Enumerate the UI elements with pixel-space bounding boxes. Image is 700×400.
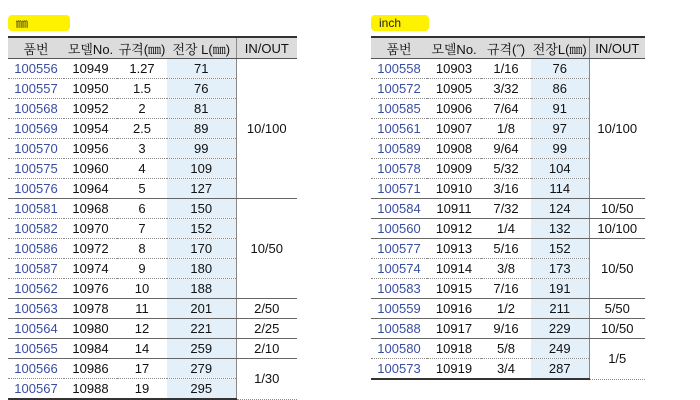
header-length: 전장 L(㎜) <box>167 37 236 59</box>
model-number: 10978 <box>64 299 117 319</box>
part-number: 100561 <box>371 119 427 139</box>
model-number: 10972 <box>64 239 117 259</box>
model-number: 10968 <box>64 199 117 219</box>
length: 89 <box>167 119 236 139</box>
model-number: 10908 <box>427 139 481 159</box>
model-number: 10960 <box>64 159 117 179</box>
length: 127 <box>167 179 236 199</box>
part-number: 100580 <box>371 339 427 359</box>
length: 76 <box>531 59 589 79</box>
unit-tag-mm: ㎜ <box>8 15 70 31</box>
header-size: 규격(˝) <box>481 37 531 59</box>
in-out-value: 10/100 <box>589 59 645 199</box>
table-row <box>371 319 645 339</box>
length: 132 <box>531 219 589 239</box>
table-row <box>8 319 297 339</box>
size: 14 <box>117 339 167 359</box>
in-out-value: 10/50 <box>236 199 297 299</box>
header-part-number: 품번 <box>371 37 427 59</box>
part-number: 100569 <box>8 119 64 139</box>
size: 2 <box>117 99 167 119</box>
length: 150 <box>167 199 236 219</box>
model-number: 10988 <box>64 379 117 400</box>
model-number: 10915 <box>427 279 481 299</box>
size: 3/4 <box>481 359 531 380</box>
header-size: 규격(㎜) <box>117 37 167 59</box>
length: 170 <box>167 239 236 259</box>
length: 229 <box>531 319 589 339</box>
length: 71 <box>167 59 236 79</box>
size: 9/16 <box>481 319 531 339</box>
part-number: 100562 <box>8 279 64 299</box>
size: 5/8 <box>481 339 531 359</box>
model-number: 10905 <box>427 79 481 99</box>
part-number: 100559 <box>371 299 427 319</box>
table-row <box>8 339 297 359</box>
part-number: 100565 <box>8 339 64 359</box>
part-number: 100570 <box>8 139 64 159</box>
model-number: 10913 <box>427 239 481 259</box>
size: 7 <box>117 219 167 239</box>
size: 9/64 <box>481 139 531 159</box>
length: 99 <box>167 139 236 159</box>
size: 1/16 <box>481 59 531 79</box>
length: 152 <box>531 239 589 259</box>
part-number: 100588 <box>371 319 427 339</box>
model-number: 10986 <box>64 359 117 379</box>
part-number: 100575 <box>8 159 64 179</box>
table-row <box>8 299 297 319</box>
length: 109 <box>167 159 236 179</box>
model-number: 10906 <box>427 99 481 119</box>
in-out-value: 2/50 <box>236 299 297 319</box>
in-out-value: 10/50 <box>589 199 645 219</box>
length: 81 <box>167 99 236 119</box>
size: 6 <box>117 199 167 219</box>
length: 295 <box>167 379 236 400</box>
size: 1.5 <box>117 79 167 99</box>
header-model-number: 모델No. <box>64 37 117 59</box>
in-out-value: 10/100 <box>236 59 297 199</box>
part-number: 100568 <box>8 99 64 119</box>
part-number: 100581 <box>8 199 64 219</box>
size: 7/64 <box>481 99 531 119</box>
model-number: 10980 <box>64 319 117 339</box>
size: 19 <box>117 379 167 400</box>
in-out-value: 10/50 <box>589 239 645 299</box>
length: 249 <box>531 339 589 359</box>
size: 2.5 <box>117 119 167 139</box>
part-number: 100574 <box>371 259 427 279</box>
header-in-out: IN/OUT <box>589 37 645 59</box>
table-row <box>371 239 645 259</box>
length: 180 <box>167 259 236 279</box>
header-in-out: IN/OUT <box>236 37 297 59</box>
size: 5/16 <box>481 239 531 259</box>
size: 3/16 <box>481 179 531 199</box>
length: 173 <box>531 259 589 279</box>
part-number: 100567 <box>8 379 64 400</box>
in-out-value: 2/10 <box>236 339 297 359</box>
size: 1/4 <box>481 219 531 239</box>
size: 1.27 <box>117 59 167 79</box>
length: 201 <box>167 299 236 319</box>
table-row <box>8 59 297 79</box>
part-number: 100566 <box>8 359 64 379</box>
size: 10 <box>117 279 167 299</box>
size: 17 <box>117 359 167 379</box>
length: 287 <box>531 359 589 380</box>
header-length: 전장L(㎜) <box>531 37 589 59</box>
length: 99 <box>531 139 589 159</box>
spec-table-inch <box>371 36 645 380</box>
part-number: 100589 <box>371 139 427 159</box>
part-number: 100560 <box>371 219 427 239</box>
size: 7/32 <box>481 199 531 219</box>
size: 12 <box>117 319 167 339</box>
length: 104 <box>531 159 589 179</box>
part-number: 100587 <box>8 259 64 279</box>
size: 1/2 <box>481 299 531 319</box>
model-number: 10974 <box>64 259 117 279</box>
size: 4 <box>117 159 167 179</box>
model-number: 10910 <box>427 179 481 199</box>
part-number: 100556 <box>8 59 64 79</box>
model-number: 10912 <box>427 219 481 239</box>
part-number: 100582 <box>8 219 64 239</box>
size: 3/8 <box>481 259 531 279</box>
model-number: 10903 <box>427 59 481 79</box>
table-header-row <box>371 37 645 59</box>
model-number: 10984 <box>64 339 117 359</box>
model-number: 10916 <box>427 299 481 319</box>
model-number: 10917 <box>427 319 481 339</box>
table-row <box>371 59 645 79</box>
header-model-number: 모델No. <box>427 37 481 59</box>
table-row <box>8 199 297 219</box>
in-out-value: 5/50 <box>589 299 645 319</box>
model-number: 10949 <box>64 59 117 79</box>
model-number: 10907 <box>427 119 481 139</box>
model-number: 10956 <box>64 139 117 159</box>
part-number: 100564 <box>8 319 64 339</box>
in-out-value: 10/100 <box>589 219 645 239</box>
part-number: 100573 <box>371 359 427 380</box>
size: 8 <box>117 239 167 259</box>
model-number: 10909 <box>427 159 481 179</box>
size: 5/32 <box>481 159 531 179</box>
size: 11 <box>117 299 167 319</box>
table-row <box>371 219 645 239</box>
table-row <box>371 339 645 359</box>
unit-tag-inch: inch <box>371 15 429 31</box>
size: 3/32 <box>481 79 531 99</box>
part-number: 100576 <box>8 179 64 199</box>
model-number: 10976 <box>64 279 117 299</box>
part-number: 100558 <box>371 59 427 79</box>
in-out-value: 1/30 <box>236 359 297 400</box>
part-number: 100584 <box>371 199 427 219</box>
part-number: 100583 <box>371 279 427 299</box>
part-number: 100577 <box>371 239 427 259</box>
header-part-number: 품번 <box>8 37 64 59</box>
part-number: 100563 <box>8 299 64 319</box>
length: 86 <box>531 79 589 99</box>
length: 259 <box>167 339 236 359</box>
model-number: 10964 <box>64 179 117 199</box>
size: 1/8 <box>481 119 531 139</box>
table-header-row <box>8 37 297 59</box>
spec-table-mm <box>8 36 297 400</box>
part-number: 100578 <box>371 159 427 179</box>
model-number: 10950 <box>64 79 117 99</box>
length: 279 <box>167 359 236 379</box>
part-number: 100557 <box>8 79 64 99</box>
length: 76 <box>167 79 236 99</box>
length: 114 <box>531 179 589 199</box>
size: 5 <box>117 179 167 199</box>
part-number: 100586 <box>8 239 64 259</box>
part-number: 100585 <box>371 99 427 119</box>
table-row <box>8 359 297 379</box>
length: 124 <box>531 199 589 219</box>
length: 191 <box>531 279 589 299</box>
length: 211 <box>531 299 589 319</box>
model-number: 10911 <box>427 199 481 219</box>
in-out-value: 10/50 <box>589 319 645 339</box>
part-number: 100571 <box>371 179 427 199</box>
size: 3 <box>117 139 167 159</box>
model-number: 10918 <box>427 339 481 359</box>
length: 152 <box>167 219 236 239</box>
model-number: 10952 <box>64 99 117 119</box>
length: 91 <box>531 99 589 119</box>
model-number: 10970 <box>64 219 117 239</box>
part-number: 100572 <box>371 79 427 99</box>
model-number: 10914 <box>427 259 481 279</box>
in-out-value: 2/25 <box>236 319 297 339</box>
length: 97 <box>531 119 589 139</box>
length: 221 <box>167 319 236 339</box>
size: 9 <box>117 259 167 279</box>
length: 188 <box>167 279 236 299</box>
in-out-value: 1/5 <box>589 339 645 380</box>
size: 7/16 <box>481 279 531 299</box>
model-number: 10919 <box>427 359 481 380</box>
model-number: 10954 <box>64 119 117 139</box>
table-row <box>371 199 645 219</box>
table-row <box>371 299 645 319</box>
